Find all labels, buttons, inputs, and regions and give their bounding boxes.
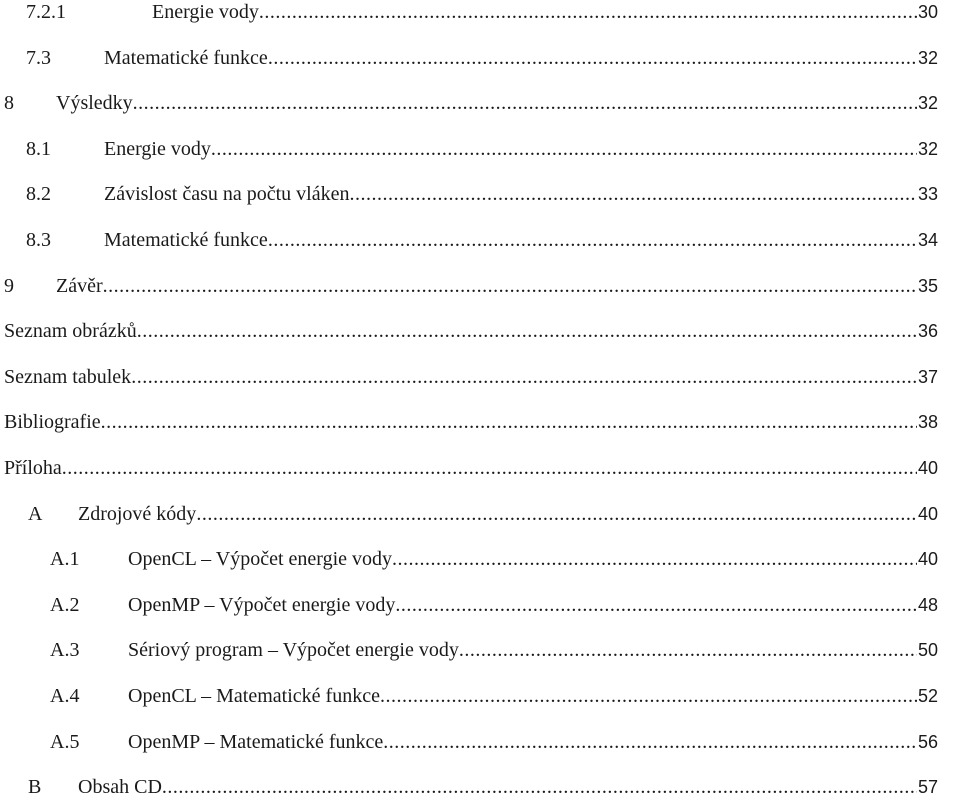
toc-entry-page-number: 37 [917,366,938,387]
toc-entry-title: Sériový program – Výpočet energie vody [128,639,459,662]
toc-dot-leader [62,453,917,483]
toc-entry-page-number: 36 [917,321,938,342]
toc-entry[interactable] [0,727,960,761]
toc-entry-line [4,407,938,437]
toc-entry-page-number: 32 [917,93,938,114]
toc-entry-title: Zdrojové kódy [78,502,197,525]
toc-entry[interactable] [0,316,960,350]
toc-entry-line [4,362,938,392]
toc-entry[interactable] [0,88,960,122]
toc-entry-line [104,225,938,255]
toc-entry-number: 8 [4,92,14,115]
toc-entry-line [56,88,938,118]
toc-entry-number: 7.3 [26,46,51,69]
toc-dot-leader [459,635,917,665]
toc-entry-title: Seznam obrázků [4,320,137,343]
toc-dot-leader [268,225,917,255]
toc-entry-line [128,544,938,574]
toc-entry-title: Závěr [56,274,103,297]
toc-entry-line [4,316,938,346]
toc-entry-number: A.1 [50,548,80,571]
toc-entry-title: OpenCL – Výpočet energie vody [128,548,393,571]
toc-entry-page-number: 56 [917,731,938,752]
toc-entry-number: 8.2 [26,183,51,206]
toc-entry-title: Seznam tabulek [4,365,132,388]
toc-entry[interactable] [0,772,960,806]
toc-dot-leader [383,727,917,757]
toc-entry-page-number: 32 [917,47,938,68]
toc-entry-line [78,499,938,529]
toc-entry-page-number: 33 [917,184,938,205]
toc-entry[interactable] [0,407,960,441]
toc-entry-line [56,271,938,301]
toc-dot-leader [268,43,917,73]
toc-entry[interactable] [0,453,960,487]
toc-entry-number: 9 [4,274,14,297]
toc-entry-number: 8.3 [26,229,51,251]
toc-entry[interactable] [0,590,960,624]
toc-entry[interactable] [0,499,960,533]
toc-entry-line [4,453,938,483]
toc-dot-leader [103,271,917,301]
toc-entry-line [152,0,938,27]
toc-entry[interactable] [0,635,960,669]
toc-entry-title: OpenMP – Výpočet energie vody [128,593,396,616]
toc-dot-leader [259,0,917,27]
toc-entry[interactable] [0,134,960,168]
toc-dot-leader [196,499,917,529]
toc-entry[interactable] [0,362,960,396]
toc-dot-leader [101,407,917,437]
toc-entry-number: A.4 [50,685,80,707]
toc-entry[interactable] [0,0,960,31]
toc-entry-number: A.2 [50,593,80,616]
toc-entry-number: A.5 [50,730,80,753]
toc-entry-page-number: 34 [917,230,938,250]
toc-entry-title: Obsah CD [78,776,162,799]
toc-dot-leader [211,134,917,164]
toc-entry-number: A [28,502,43,525]
toc-entry[interactable] [0,271,960,305]
toc-entry-page-number: 52 [917,686,938,706]
toc-dot-leader [380,681,917,711]
toc-entry-title: Bibliografie [4,411,101,434]
toc-entry-line [128,727,938,757]
toc-entry-line [128,635,938,665]
toc-entry-title: Matematické funkce [104,229,268,251]
toc-entry-line [104,134,938,164]
toc-entry-page-number: 57 [917,777,938,798]
toc-entry-title: Příloha [4,457,62,479]
toc-entry[interactable] [0,225,960,259]
toc-entry-page-number: 35 [917,275,938,296]
toc-dot-leader [137,316,917,346]
toc-entry-page-number: 40 [917,503,938,524]
toc-entry-title: OpenCL – Matematické funkce [128,685,380,707]
toc-entry-page-number: 38 [917,412,938,433]
toc-entry-line [128,590,938,620]
toc-entry-page-number: 30 [917,2,938,22]
toc-entry[interactable] [0,544,960,578]
toc-entry-title: Energie vody [152,1,259,23]
toc-entry-title: Energie vody [104,137,211,160]
toc-entry-number: 7.2.1 [26,1,66,23]
toc-entry-line [104,179,938,209]
toc-entry-title: Závislost času na počtu vláken [104,183,350,206]
toc-entry-number: B [28,776,42,799]
toc-entry-title: Matematické funkce [104,46,268,69]
toc-entry-number: 8.1 [26,137,51,160]
toc-entry-line [104,43,938,73]
toc-entry[interactable] [0,43,960,77]
toc-entry-title: Výsledky [56,92,133,115]
toc-entry[interactable] [0,179,960,213]
toc-dot-leader [392,544,917,574]
toc-entry-page-number: 50 [917,640,938,661]
toc-entry-line [128,681,938,711]
toc-entry-title: OpenMP – Matematické funkce [128,730,384,753]
toc-entry-page-number: 48 [917,594,938,615]
toc-entry-number: A.3 [50,639,80,662]
toc-entry-page-number: 40 [917,458,938,478]
toc-entry-page-number: 32 [917,138,938,159]
toc-entry-line [78,772,938,802]
toc-dot-leader [133,88,917,118]
toc-entry[interactable] [0,681,960,715]
toc-entry-page-number: 40 [917,549,938,570]
toc-dot-leader [395,590,917,620]
toc-dot-leader [131,362,917,392]
toc-dot-leader [350,179,917,209]
toc-dot-leader [162,772,917,802]
